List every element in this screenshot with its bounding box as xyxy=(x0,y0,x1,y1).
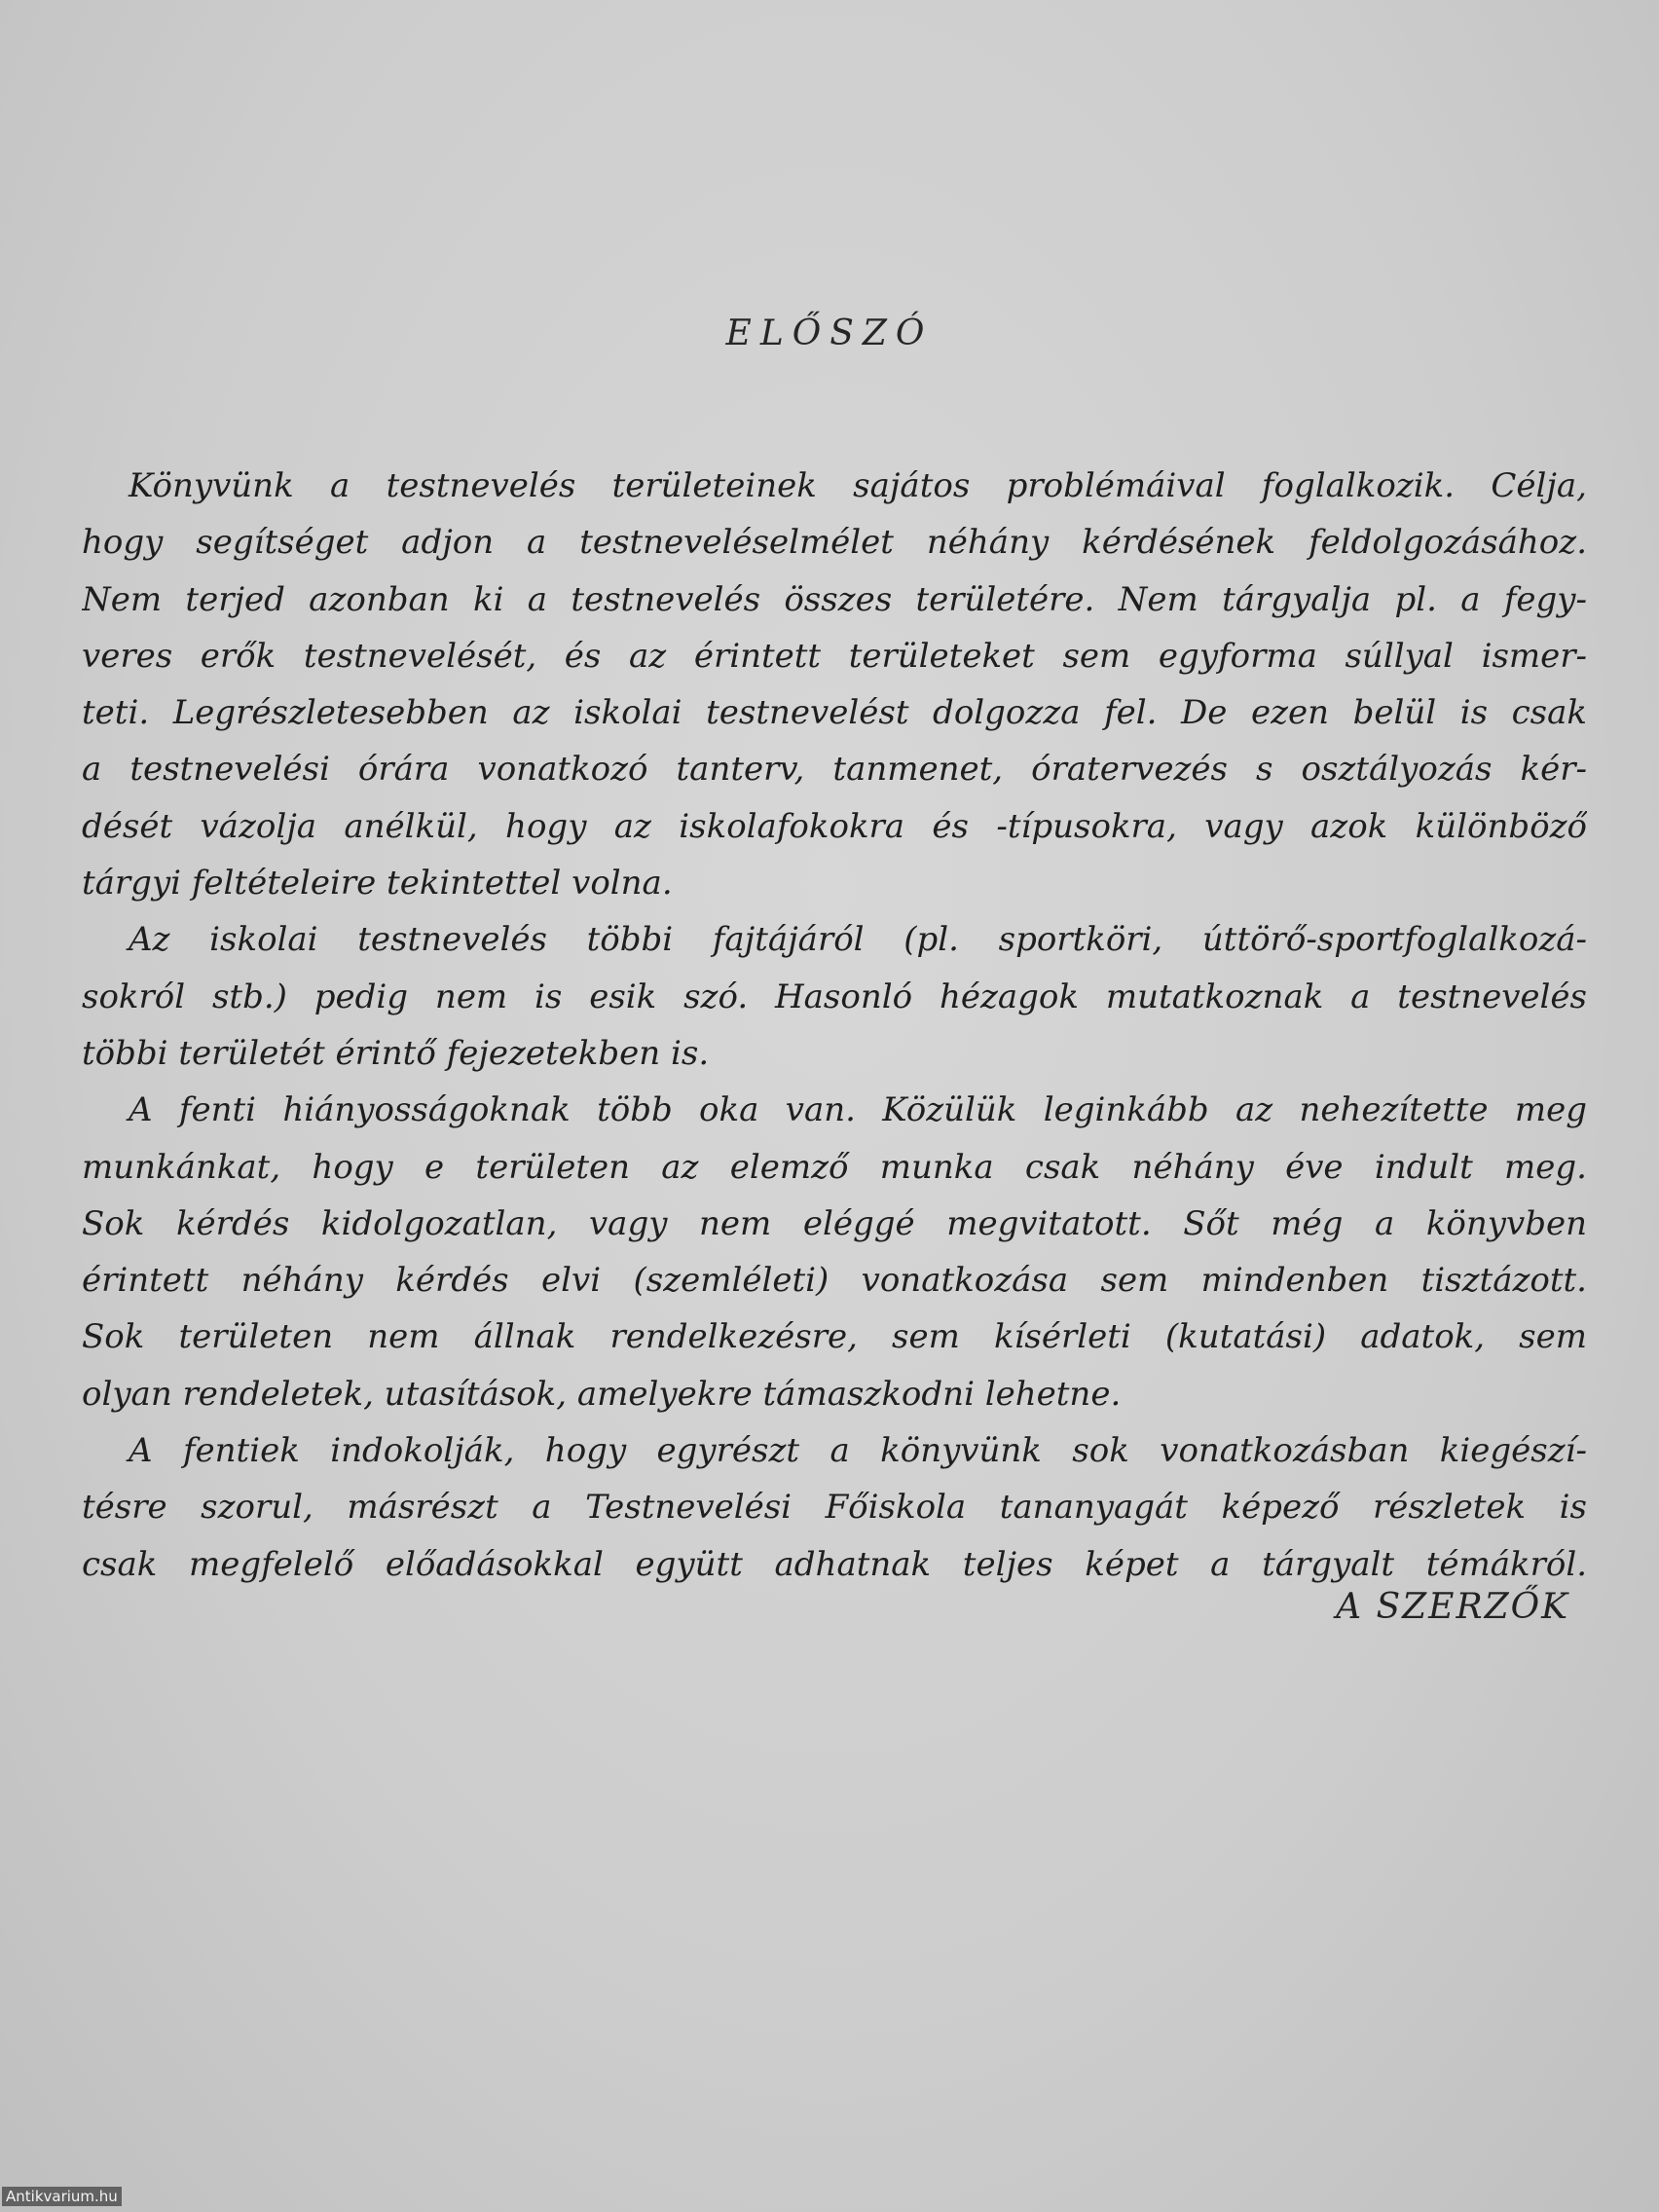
paragraph xyxy=(82,1082,1587,1422)
text-line: a testnevelési órára vonatkozó tanterv, tanmenet, óratervezés s osztályozás kér- xyxy=(82,750,1587,790)
text-line: Sok területen nem állnak rendelkezésre, sem kísérleti (kutatási) adatok, sem xyxy=(82,1317,1587,1357)
text-line: Az iskolai testnevelés többi fajtájáról (pl. sportköri, úttörő-sportfoglalkozá- xyxy=(129,920,1587,960)
text-line: A fentiek indokolják, hogy egyrészt a könyvünk sok vonatkozásban kiegészí- xyxy=(129,1431,1587,1471)
text-line: dését vázolja anélkül, hogy az iskolafokokra és -típusokra, vagy azok különböző xyxy=(82,806,1587,846)
signature: A SZERZŐK xyxy=(1336,1587,1569,1627)
text-line: sokról stb.) pedig nem is esik szó. Hasonló hézagok mutatkoznak a testnevelés xyxy=(82,977,1587,1016)
paragraph xyxy=(82,1422,1587,1593)
preface-body xyxy=(82,458,1587,1593)
page-title: ELŐSZÓ xyxy=(725,313,934,353)
text-line: veres erők testnevelését, és az érintett területeket sem egyforma súllyal ismer- xyxy=(82,636,1587,676)
text-line: olyan rendeletek, utasítások, amelyekre támaszkodni lehetne. xyxy=(82,1374,1122,1414)
text-line: A fenti hiányosságoknak több oka van. Közülük leginkább az nehezítette meg xyxy=(129,1090,1587,1130)
paragraph xyxy=(82,911,1587,1082)
text-line: többi területét érintő fejezetekben is. xyxy=(82,1033,710,1073)
text-line: Sok kérdés kidolgozatlan, vagy nem eléggé megvitatott. Sőt még a könyvben xyxy=(82,1203,1587,1243)
text-line: érintett néhány kérdés elvi (szemléleti) vonatkozása sem mindenben tisztázott. xyxy=(82,1261,1587,1301)
text-line: tésre szorul, másrészt a Testnevelési Főiskola tananyagát képező részletek is xyxy=(82,1488,1587,1528)
watermark-text: Antikvarium.hu xyxy=(2,2187,122,2206)
text-line: munkánkat, hogy e területen az elemző munka csak néhány éve indult meg. xyxy=(82,1147,1587,1187)
text-line: Nem terjed azonban ki a testnevelés összes területére. Nem tárgyalja pl. a fegy- xyxy=(82,579,1587,619)
text-line: tárgyi feltételeire tekintettel volna. xyxy=(82,864,673,903)
paragraph xyxy=(82,458,1587,911)
text-line: teti. Legrészletesebben az iskolai testnevelést dolgozza fel. De ezen belül is csak xyxy=(82,693,1587,733)
text-line: csak megfelelő előadásokkal együtt adhatnak teljes képet a tárgyalt témákról. xyxy=(82,1544,1587,1584)
text-line: hogy segítséget adjon a testneveléselmélet néhány kérdésének feldolgozásához. xyxy=(82,523,1587,563)
text-line: Könyvünk a testnevelés területeinek sajátos problémáival foglalkozik. Célja, xyxy=(129,466,1587,505)
